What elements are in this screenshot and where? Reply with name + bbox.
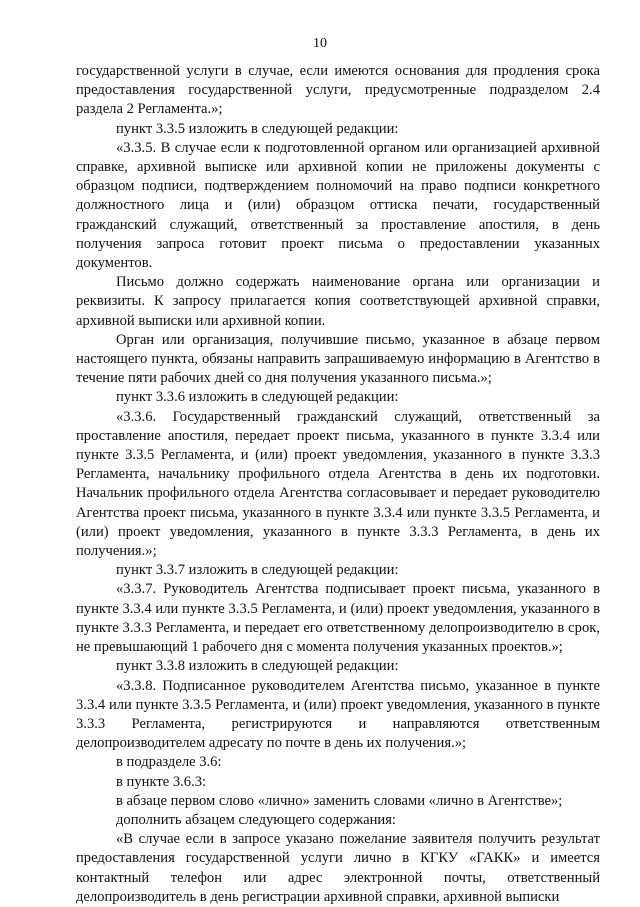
paragraph-2: пункт 3.3.5 изложить в следующей редакции: xyxy=(116,120,399,137)
paragraph-10: пункт 3.3.8 изложить в следующей редакции: xyxy=(116,658,399,675)
paragraph-7: «3.3.6. Государственный гражданский служащий, ответственный за проставление апостиля, передает проект письма, указанного в пункте 3.3.4 или пункте 3.3.5 Регламента, и (или) проект уведомления, указанного в пункте 3.3.3 Регламента, начальнику профильного отдела Агентства в день их подготовки. Начальник профильного отдела Агентства согласовывает и передает руководителю Агентства проект письма, указанного в пункте 3.3.4 или пункте 3.3.5 Регламента, и (или) проект уведомления, указанного в пункте 3.3.3 Регламента, в день их получения.»; xyxy=(76,408,600,560)
paragraph-9: «3.3.7. Руководитель Агентства подписывает проект письма, указанного в пункте 3.3.4 или пункте 3.3.5 Регламента, и (или) проект уведомления, указанного в пункте 3.3.3 Регламента, и передает его ответственному делопроизводителю в срок, не превышающий 1 рабочего дня с момента получения указанных проектов.»; xyxy=(76,581,600,656)
document-body xyxy=(76,62,600,907)
paragraph-1: государственной услуги в случае, если имеются основания для продления срока предоставления государственной услуги, предусмотренные подразделом 2.4 раздела 2 Регламента.»; xyxy=(76,63,600,118)
paragraph-16: «В случае если в запросе указано пожелание заявителя получить результат предоставления государственной услуги лично в КГКУ «ГАКК» и имеется контактный телефон или адрес электронной почты, ответственный делопроизводитель в день регистрации архивной справки, архивной выписки xyxy=(76,831,600,905)
paragraph-4: Письмо должно содержать наименование органа или организации и реквизиты. К запросу прилагается копия соответствующей архивной справки, архивной выписки или архивной копии. xyxy=(76,274,600,329)
paragraph-11: «3.3.8. Подписанное руководителем Агентства письмо, указанное в пункте 3.3.4 или пункте 3.3.5 Регламента, и (или) проект уведомления, указанного в пункте 3.3.3 Регламента, регистрируются и направляются ответственным делопроизводителем адресату по почте в день их получения.»; xyxy=(76,677,600,752)
paragraph-6: пункт 3.3.6 изложить в следующей редакции: xyxy=(116,389,399,406)
paragraph-14: в абзаце первом слово «лично» заменить словами «лично в Агентстве»; xyxy=(116,792,563,809)
paragraph-3: «3.3.5. В случае если к подготовленной органом или организацией архивной справке, архивной выписке или архивной копии не приложены документы с образцом подписи, подтверждением полномочий на право подписи конкретного должностного лица и (или) образцом оттиска печати, государственный гражданский служащий, ответственный за проставление апостиля, в день получения запроса готовит проект письма о предоставлении указанных документов. xyxy=(76,139,600,272)
paragraph-15: дополнить абзацем следующего содержания: xyxy=(116,811,396,828)
paragraph-5: Орган или организация, получившие письмо, указанное в абзаце первом настоящего пункта, обязаны направить запрашиваемую информацию в Агентство в течение пяти рабочих дней со дня получения указанного письма.»; xyxy=(76,331,600,387)
page-number: 10 xyxy=(313,36,327,51)
paragraph-8: пункт 3.3.7 изложить в следующей редакции: xyxy=(116,562,399,579)
paragraph-13: в пункте 3.6.3: xyxy=(116,773,207,790)
paragraph-12: в подразделе 3.6: xyxy=(116,754,222,771)
